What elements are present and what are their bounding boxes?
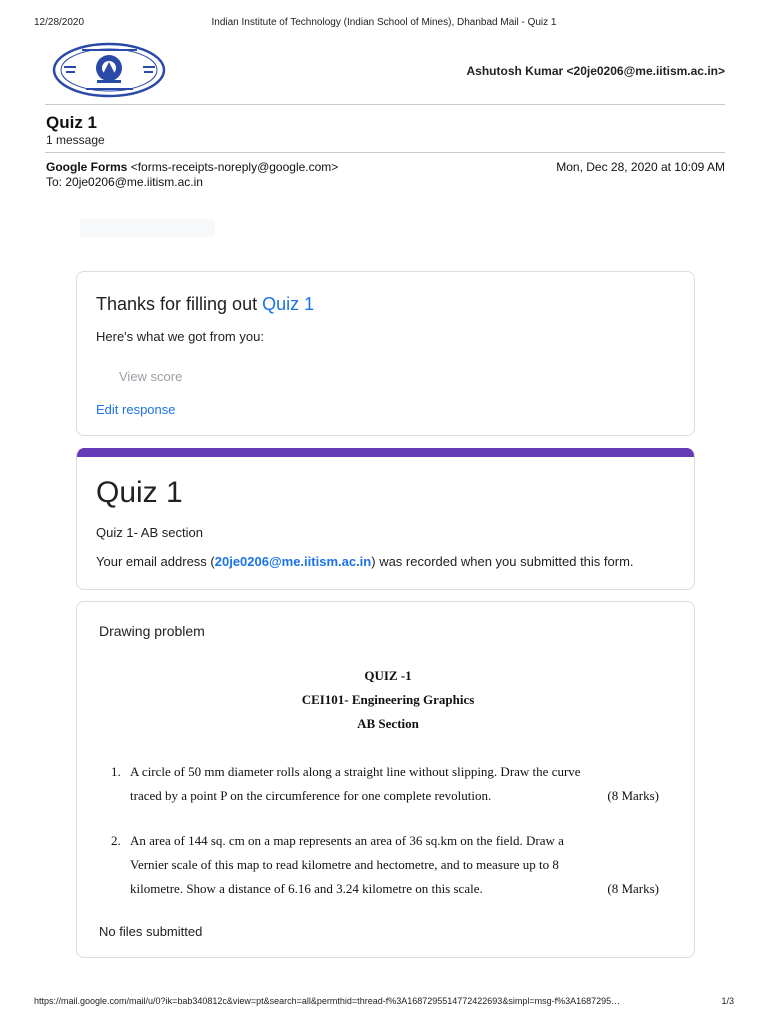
email-recorded-notice <box>96 554 634 569</box>
question-line: An area of 144 sq. cm on a map represents an area of 36 sq.km on the field. Draw a <box>130 833 564 848</box>
sender-address: <forms-receipts-noreply@google.com> <box>130 160 339 174</box>
course-heading: CEI101- Engineering Graphics <box>301 692 475 707</box>
question-list <box>103 760 659 901</box>
question-line: A circle of 50 mm diameter rolls along a straight line without slipping. Draw the curve <box>130 764 581 779</box>
sent-date: Mon, Dec 28, 2020 at 10:09 AM <box>556 160 725 174</box>
question-item <box>103 829 659 901</box>
question-last-line <box>130 784 659 808</box>
print-date: 12/28/2020 <box>34 17 85 28</box>
section-heading: AB Section <box>357 716 419 731</box>
thanks-heading <box>96 294 314 315</box>
recorded-email: 20je0206@me.iitism.ac.in <box>214 554 372 569</box>
sender <box>46 160 338 174</box>
email-subject: Quiz 1 <box>46 113 98 132</box>
question-item <box>103 760 659 808</box>
thanks-text: Thanks for filling out <box>96 294 263 314</box>
view-score-button[interactable]: View score <box>119 369 183 384</box>
question-line: kilometre. Show a distance of 6.16 and 3.24 kilometre on this scale. <box>130 881 483 896</box>
question-line: traced by a point P on the circumference for one complete revolution. <box>130 788 492 803</box>
form-accent-bar <box>76 448 695 457</box>
subject-divider <box>45 152 725 153</box>
got-from-you-text: Here's what we got from you: <box>96 329 264 344</box>
recorded-prefix: Your email address ( <box>96 554 215 569</box>
recipient: To: 20je0206@me.iitism.ac.in <box>46 175 203 189</box>
edit-response-link[interactable]: Edit response <box>96 402 176 417</box>
question-marks: (8 Marks) <box>607 881 659 896</box>
form-description: Quiz 1- AB section <box>96 525 203 540</box>
form-title: Quiz 1 <box>96 476 183 509</box>
sender-name: Google Forms <box>46 160 128 174</box>
form-link[interactable]: Quiz 1 <box>262 294 315 314</box>
account-name: Ashutosh Kumar <20je0206@me.iitism.ac.in> <box>466 64 725 78</box>
message-count: 1 message <box>46 133 105 147</box>
receipt-card <box>76 271 695 436</box>
page-number: 1/3 <box>721 996 734 1006</box>
form-header-card <box>76 448 695 590</box>
quiz-heading: QUIZ -1 <box>364 668 412 683</box>
question-last-line <box>130 877 659 901</box>
question-marks: (8 Marks) <box>607 788 659 803</box>
faint-placeholder <box>80 219 215 237</box>
recorded-suffix: ) was recorded when you submitted this form. <box>371 554 634 569</box>
print-url: https://mail.google.com/mail/u/0?ik=bab340812c&view=pt&search=all&permthid=thread-f%3A1687295514772422693&simpl=msg-f%3A1687295… <box>34 996 621 1006</box>
no-files-text: No files submitted <box>99 924 203 939</box>
question-card <box>76 601 695 958</box>
question-title: Drawing problem <box>99 623 205 639</box>
header-divider <box>45 104 725 105</box>
iit-ism-crest-icon <box>52 40 167 98</box>
question-number: 1. <box>111 764 121 779</box>
question-line: Vernier scale of this map to read kilometre and hectometre, and to measure up to 8 <box>130 857 559 872</box>
question-image <box>103 660 673 906</box>
print-title: Indian Institute of Technology (Indian School of Mines), Dhanbad Mail - Quiz 1 <box>211 17 557 28</box>
question-number: 2. <box>111 833 121 848</box>
